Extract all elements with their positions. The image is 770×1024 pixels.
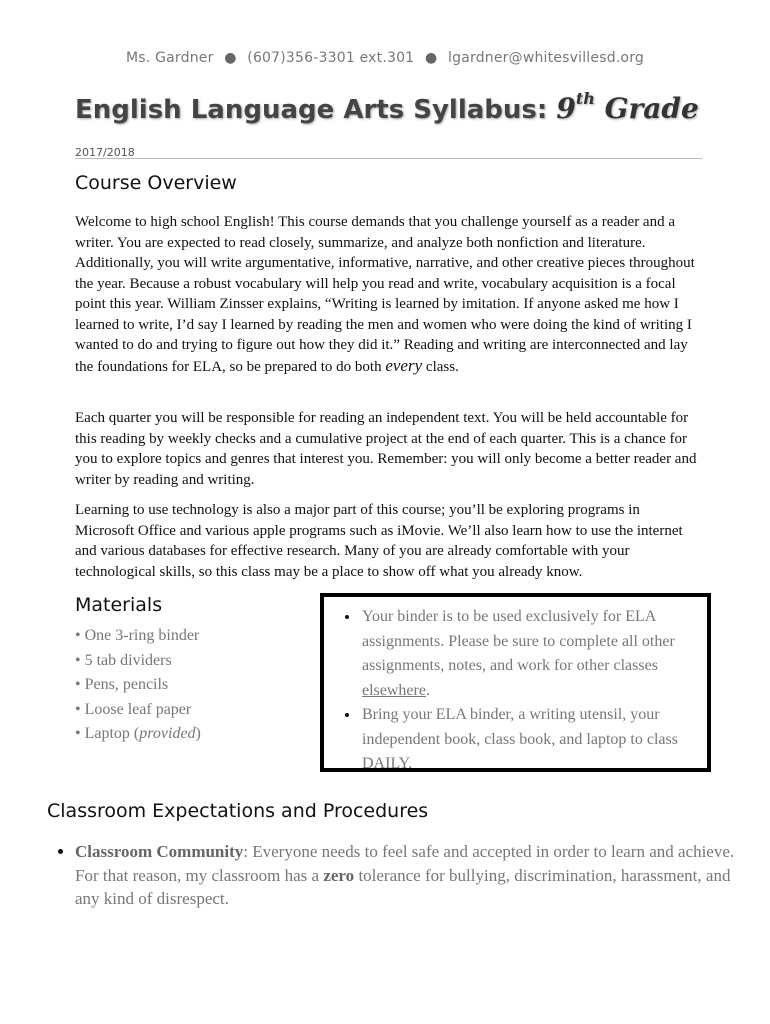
laptop-text-end: )	[195, 725, 201, 742]
materials-heading: Materials	[75, 594, 163, 616]
list-item: • One 3-ring binder	[75, 624, 201, 649]
grade-suffix: th	[575, 88, 595, 108]
title-main: English Language Arts Syllabus:	[75, 95, 548, 125]
binder-text-end: .	[425, 681, 430, 699]
overview-paragraph-2: Each quarter you will be responsible for reading an independent text. You will be held accountable for this reading by weekly checks and a cumulative project at the end of each quarter. This is a chance for you to explore topics and genres that interest you. Remember: you will only become a better reader and writer by reading and writing.	[75, 410, 697, 488]
list-item	[75, 840, 735, 911]
email-address: lgardner@whitesvillesd.org	[448, 50, 644, 66]
overview-text: Welcome to high school English! This course demands that you challenge yourself as a reader and a writer. You are expected to read closely, summarize, and analyze both nonfiction and literature. Additionally, you will write argumentative, informative, narrative, and other creative pieces throughout the year. Because a robust vocabulary will help you read and write, vocabulary acquisition is a focal point this year. William Zinsser explains, “Writing is learned by imitation. If anyone asked me how I learned to write, I’d say I learned by reading the men and women who were doing the kind of writing I wanted to do and trying to figure out how they did it.” Reading and writing are interconnected and lay the foundations for ELA, so be prepared to do both	[75, 214, 695, 375]
binder-text: Your binder is to be used exclusively for ELA assignments. Please be sure to complete all other assignments, notes, and work for other classes	[362, 608, 675, 674]
list-item	[75, 722, 201, 747]
community-label: Classroom Community	[75, 842, 244, 861]
list-item	[360, 605, 695, 703]
separator-dot: ●	[424, 50, 438, 66]
course-overview-heading: Course Overview	[75, 172, 237, 194]
elsewhere-underlined: elsewhere	[362, 681, 426, 699]
teacher-name: Ms. Gardner	[126, 50, 214, 66]
emphasis-every: every	[385, 355, 423, 375]
overview-paragraph-1	[75, 212, 700, 377]
list-item: • 5 tab dividers	[75, 649, 201, 674]
laptop-text: Laptop (	[84, 725, 140, 742]
phone-number: (607)356-3301 ext.301	[247, 50, 415, 66]
binder-notice-box	[320, 593, 711, 772]
materials-list	[75, 624, 201, 747]
zero-bold: zero	[323, 865, 355, 885]
overview-paragraph-3: Learning to use technology is also a major part of this course; you’ll be exploring programs in Microsoft Office and various apple programs such as iMovie. We’ll also learn how to use the internet and various databases for effective research. Many of you are already comfortable with your technological skills, so this class may be a place to show off what you already know.	[75, 502, 683, 580]
expectations-list	[47, 840, 735, 911]
community-text-end: tolerance for bullying, discrimination, harassment, and any kind of disrespect.	[75, 865, 731, 908]
expectations-heading: Classroom Expectations and Procedures	[47, 800, 429, 822]
contact-header	[0, 50, 770, 66]
grade-number: 9	[556, 92, 576, 125]
laptop-provided: provided	[139, 725, 196, 742]
separator-dot: ●	[224, 50, 237, 66]
page-title	[75, 88, 699, 125]
list-item: • Bring your ELA binder, a writing utensil, your independent book, class book, and laptop to class DAILY.	[360, 703, 695, 777]
list-item: • Loose leaf paper	[75, 698, 201, 723]
divider	[75, 158, 702, 159]
community-text: : Everyone needs to feel safe and accepted in order to learn and achieve. For that reason, my classroom has a	[75, 842, 735, 885]
grade-word: Grade	[604, 92, 699, 125]
overview-text-end: class.	[422, 358, 459, 375]
school-year: 2017/2018	[75, 146, 135, 159]
title-grade	[556, 88, 699, 125]
list-item: • Pens, pencils	[75, 673, 201, 698]
